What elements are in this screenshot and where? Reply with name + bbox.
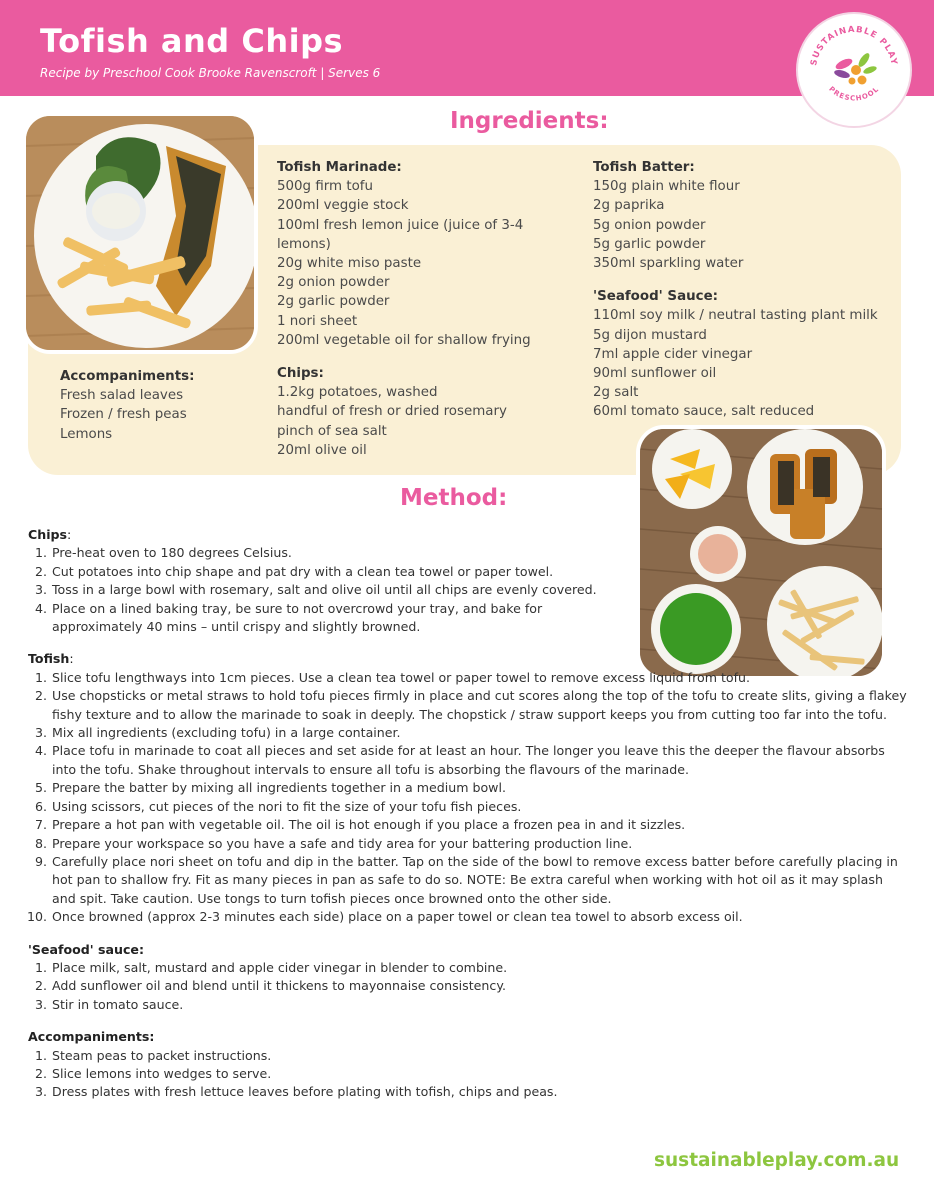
method-step: 1. Pre-heat oven to 180 degrees Celsius. [51,544,608,562]
chips-item: 20ml olive oil [277,442,367,458]
tofish-plate-image [26,116,254,350]
svg-text:SUSTAINABLE PLAY [809,25,899,67]
marinade-item: 1 nori sheet [277,313,358,329]
accompaniment-item: Frozen / fresh peas [60,407,187,423]
sauce-item: 60ml tomato sauce, salt reduced [593,404,815,420]
sauce-item: 7ml apple cider vinegar [593,346,753,362]
method-step: 3. Mix all ingredients (excluding tofu) in a large container. [51,724,908,742]
sauce-item: 5g dijon mustard [593,327,707,343]
method-chips-title: Chips [28,527,68,542]
method-step: 1. Slice tofu lengthways into 1cm pieces. Use a clean tea towel or paper towel to remove excess liquid from tofu. [51,669,908,687]
tofish-batter-title: Tofish Batter: [593,160,695,175]
marinade-item: 500g firm tofu [277,179,373,195]
logo-bottom-text: PRESCHOOL [827,84,881,103]
method-step: 4. Place on a lined baking tray, be sure to not overcrowd your tray, and bake for approximately 40 mins – until crispy and slightly browned. [51,600,608,637]
marinade-item: 200ml veggie stock [277,198,409,214]
sauce-item: 90ml sunflower oil [593,366,717,382]
method-heading: Method: [400,485,508,511]
footer-website-link[interactable]: sustainableplay.com.au [654,1150,900,1171]
method-step: 6. Using scissors, cut pieces of the nori to fit the size of your tofu fish pieces. [51,798,908,816]
chips-item: 1.2kg potatoes, washed [277,385,438,401]
sauce-item: 110ml soy milk / neutral tasting plant milk [593,308,878,324]
method-step: 3. Toss in a large bowl with rosemary, salt and olive oil until all chips are evenly covered. [51,581,608,599]
method-sauce-title: 'Seafood' sauce: [28,941,145,957]
logo-graphic [798,14,910,126]
method-step: 10. Once browned (approx 2-3 minutes each side) place on a paper towel or clean tea towel to absorb excess oil. [51,908,908,926]
seafood-sauce-title: 'Seafood' Sauce: [593,289,719,305]
chips-item: handful of fresh or dried rosemary [277,404,507,420]
ingredients-column-left [277,158,547,460]
method-step: 2. Add sunflower oil and blend until it thickens to mayonnaise consistency. [51,977,908,995]
method-step: 8. Prepare your workspace so you have a safe and tidy area for your battering production line. [51,835,908,853]
page-title: Tofish and Chips [40,22,344,60]
batter-item: 2g paprika [593,198,665,214]
chips-ingredients-title: Chips: [277,366,324,382]
batter-item: 5g garlic powder [593,236,706,252]
logo-top-text: SUSTAINABLE PLAY [809,24,899,67]
method-step: 7. Prepare a hot pan with vegetable oil. The oil is hot enough if you place a frozen pea in and it sizzles. [51,816,908,834]
method-step: 2. Slice lemons into wedges to serve. [51,1065,908,1083]
ingredients-column-right [593,158,893,422]
page-subtitle: Recipe by Preschool Cook Brooke Ravenscroft | Serves 6 [40,66,381,80]
method-step: 2. Use chopsticks or metal straws to hold tofu pieces firmly in place and cut scores along the top of the tofu to create slits, giving a flakey fishy texture and to allow the marinade to soak in deeply. The chopstick / straw support keeps you from cutting too far into the tofu. [51,687,908,724]
method-step: 1. Place milk, salt, mustard and apple cider vinegar in blender to combine. [51,959,908,977]
method-step: 9. Carefully place nori sheet on tofu and dip in the batter. Tap on the side of the bowl to remove excess batter before carefully placing in hot pan to shallow fry. Fit as many pieces in pan as safe to do so. NOTE: Be extra careful when working with hot oil as it may splash and spit. Take caution. Use tongs to turn tofish pieces once browned onto the other side. [51,853,908,908]
marinade-item: 100ml fresh lemon juice (juice of 3-4 [277,217,524,233]
accompaniments-title: Accompaniments: [60,369,195,384]
tofish-marinade-title: Tofish Marinade: [277,160,402,175]
batter-item: 150g plain white flour [593,179,740,195]
marinade-item: 200ml vegetable oil for shallow frying [277,332,531,348]
marinade-item: 2g onion powder [277,275,390,291]
method-step: 5. Prepare the batter by mixing all ingredients together in a medium bowl. [51,779,908,797]
method-accompaniments-title: Accompaniments: [28,1029,155,1045]
chips-item: pinch of sea salt [277,423,387,439]
accompaniment-item: Fresh salad leaves [60,388,184,404]
method-step: 3. Stir in tomato sauce. [51,996,908,1014]
method-step: 2. Cut potatoes into chip shape and pat dry with a clean tea towel or paper towel. [51,563,608,581]
marinade-item: lemons) [277,236,331,252]
marinade-item: 20g white miso paste [277,256,422,272]
method-section [28,526,908,1116]
method-seafood-sauce [28,941,908,1015]
sustainable-play-logo [796,12,912,128]
method-step: 3. Dress plates with fresh lettuce leaves before plating with tofish, chips and peas. [51,1083,908,1101]
accompaniments-ingredients [60,367,194,444]
method-accompaniments [28,1028,908,1102]
method-tofish-title: Tofish [28,651,70,667]
ingredients-heading: Ingredients: [450,108,609,134]
svg-text:PRESCHOOL [827,85,880,103]
sauce-item: 2g salt [593,385,639,401]
header-banner [0,0,934,96]
accompaniment-item: Lemons [60,426,113,442]
method-step: 1. Steam peas to packet instructions. [51,1047,908,1065]
marinade-item: 2g garlic powder [277,294,390,310]
batter-item: 350ml sparkling water [593,256,744,272]
method-chips: Chips: 1. Pre-heat oven to 180 degrees Celsius. 2. Cut potatoes into chip shape and pat dry with a clean tea towel or paper towel. 3. Toss in a large bowl with rosemary, salt and olive oil until all chips are evenly covered. 4. Place on a lined baking tray, be sure to not overcrowd your tray, and bake for approximately 40 mins – until crispy and slightly browned. [28,526,608,636]
method-tofish: Tofish: 1. Slice tofu lengthways into 1cm pieces. Use a clean tea towel or paper towel to remove excess liquid from tofu. 2. Use chopsticks or metal straws to hold tofu pieces firmly in place and cut scores along the top of the tofu to create slits, giving a flakey fishy texture and to allow the marinade to soak in deeply. The chopstick / straw support keeps you from cutting too far into the tofu. 3. Mix all ingredients (excluding tofu) in a large container. 4. Place tofu in marinade to coat all pieces and set aside for at least an hour. The longer you leave this the deeper the flavour absorbs into the tofu. Shake throughout intervals to ensure all tofu is absorbing the flavours of the marinade. 5. Prepare the batter by mixing all ingredients together in a medium bowl. 6. Using scissors, cut pieces of the nori to fit the size of your tofu fish pieces. 7. Prepare a hot pan with vegetable oil. The oil is hot enough if you place a frozen pea in and it sizzles. 8. Prepare your workspace so you have a safe and tidy area for your battering production line. 9. Carefully place nori sheet on tofu and dip in the batter. Tap on the side of the bowl to remove excess batter before carefully placing in hot pan to shallow fry. Fit as many pieces in pan as safe to do so. NOTE: Be extra careful when working with hot oil as it may splash and spit. Take caution. Use tongs to turn tofish pieces once browned onto the other side. 10. Once browned (approx 2-3 minutes each side) place on a paper towel or clean tea towel to absorb excess oil. [28,650,908,926]
batter-item: 5g onion powder [593,217,706,233]
method-step: 4. Place tofu in marinade to coat all pieces and set aside for at least an hour. The longer you leave this the deeper the flavour absorbs into the tofu. Shake throughout intervals to ensure all tofu is absorbing the flavours of the marinade. [51,742,908,779]
tofish-plate-photo [22,112,258,354]
